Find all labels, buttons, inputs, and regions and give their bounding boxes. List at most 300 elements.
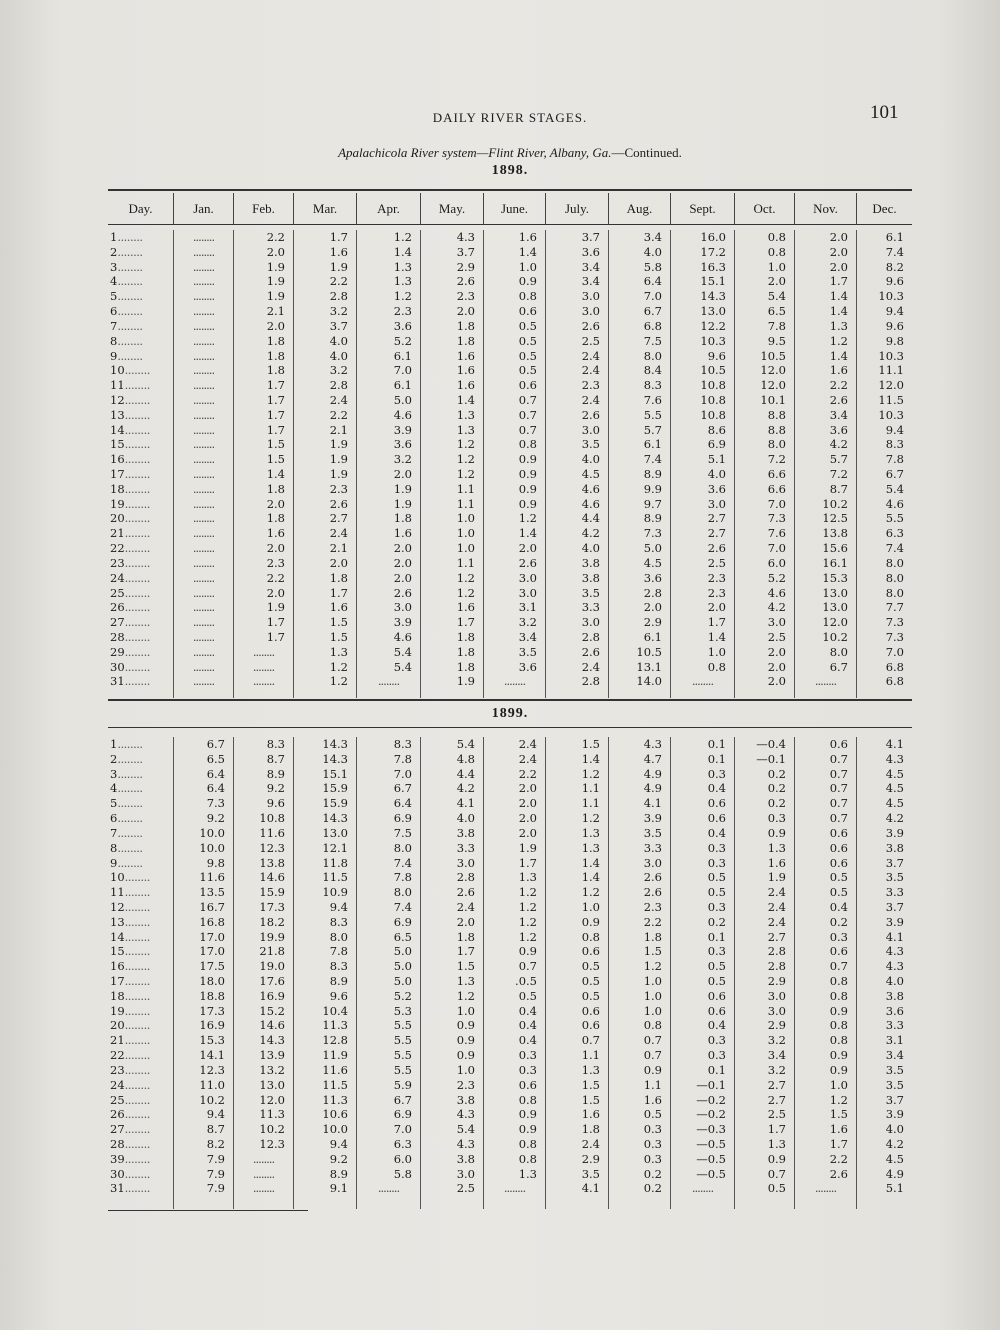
stage-value: 0.8 xyxy=(829,974,848,988)
stage-value: 8.3 xyxy=(329,959,348,974)
stage-value: 0.8 xyxy=(767,244,786,259)
stage-value: 2.0 xyxy=(829,230,848,244)
stage-value: 13.0 xyxy=(700,304,726,319)
blank-cell: ........ xyxy=(192,644,215,659)
stage-value: 2.3 xyxy=(456,1077,475,1092)
dot-leader: ........ xyxy=(124,988,150,1003)
day-cell xyxy=(108,363,173,378)
stage-value: 17.3 xyxy=(199,1003,225,1018)
stage-value: 2.1 xyxy=(329,422,348,437)
stage-value: 3.0 xyxy=(643,855,662,870)
stage-value: 0.6 xyxy=(581,1003,600,1018)
stage-value: 0.8 xyxy=(643,1018,662,1033)
stage-value: 2.9 xyxy=(456,259,475,274)
stage-value: 5.4 xyxy=(456,1122,475,1137)
stage-value: 15.9 xyxy=(322,796,348,811)
stage-value: 1.2 xyxy=(329,659,348,674)
stage-value: 0.2 xyxy=(643,1166,662,1181)
day-number: 13 xyxy=(110,914,125,929)
stage-value: 7.4 xyxy=(393,855,412,870)
stage-value: 0.4 xyxy=(707,825,726,840)
stage-value: 1.5 xyxy=(643,944,662,959)
stage-value: 0.9 xyxy=(643,1062,662,1077)
day-number: 8 xyxy=(110,333,118,348)
stage-value: 2.0 xyxy=(829,244,848,259)
stage-value: 3.8 xyxy=(456,825,475,840)
day-number: 12 xyxy=(110,899,125,914)
dot-leader: ........ xyxy=(124,1181,150,1196)
stage-value: 8.9 xyxy=(643,511,662,526)
blank-cell: ........ xyxy=(192,392,215,407)
stage-value: 10.0 xyxy=(199,825,225,840)
stage-value: 2.6 xyxy=(456,274,475,289)
day-number: 7 xyxy=(110,318,118,333)
stage-value: 3.0 xyxy=(707,496,726,511)
day-number: 14 xyxy=(110,422,125,437)
dot-leader: ........ xyxy=(124,659,150,674)
stage-value: 1.6 xyxy=(329,600,348,615)
stage-value: 8.8 xyxy=(767,422,786,437)
stage-value: 1.2 xyxy=(581,885,600,900)
stage-value: 2.8 xyxy=(767,959,786,974)
stage-value: 18.8 xyxy=(199,988,225,1003)
stage-value: 1.3 xyxy=(329,644,348,659)
day-cell xyxy=(108,1122,173,1137)
stage-value: 1.4 xyxy=(829,304,848,319)
dot-leader: ........ xyxy=(124,629,150,644)
blank-cell: ........ xyxy=(192,674,215,689)
dot-leader: ........ xyxy=(124,600,150,615)
stage-value: 0.2 xyxy=(767,796,786,811)
stage-value: 6.9 xyxy=(707,437,726,452)
stage-value: 1.2 xyxy=(518,929,537,944)
stage-value: 7.0 xyxy=(643,289,662,304)
day-cell xyxy=(108,334,173,349)
stage-value: 4.1 xyxy=(885,737,904,751)
stage-value: 14.0 xyxy=(636,674,662,689)
month-column-jun xyxy=(484,230,546,698)
day-cell xyxy=(108,856,173,871)
stage-value: 5.4 xyxy=(767,289,786,304)
stage-value: 2.1 xyxy=(266,304,285,319)
stage-value: 3.2 xyxy=(329,304,348,319)
stage-value: 3.3 xyxy=(643,840,662,855)
stage-value: 7.6 xyxy=(643,392,662,407)
stage-value: 3.0 xyxy=(581,304,600,319)
stage-value: 4.0 xyxy=(643,244,662,259)
dot-leader: ........ xyxy=(124,944,150,959)
stage-value: 0.6 xyxy=(707,1003,726,1018)
blank-cell: ........ xyxy=(691,1181,714,1196)
stage-value: 1.6 xyxy=(829,363,848,378)
day-cell xyxy=(108,319,173,334)
stage-value: 4.3 xyxy=(885,944,904,959)
stage-value: 3.2 xyxy=(393,452,412,467)
stage-value: 4.2 xyxy=(456,781,475,796)
stage-value: 12.0 xyxy=(878,378,904,393)
month-column-sep xyxy=(671,737,735,1209)
stage-value: 2.0 xyxy=(767,644,786,659)
stage-value: 0.9 xyxy=(518,274,537,289)
stage-value: 4.5 xyxy=(885,781,904,796)
stage-value: 16.3 xyxy=(700,259,726,274)
day-number: 1 xyxy=(110,230,118,244)
stage-value: 3.9 xyxy=(885,1107,904,1122)
stage-value: 0.7 xyxy=(767,1166,786,1181)
stage-value: 1.6 xyxy=(518,230,537,244)
stage-value: 5.4 xyxy=(393,659,412,674)
stage-value: 1.2 xyxy=(581,811,600,826)
dot-leader: ........ xyxy=(124,1122,150,1137)
stage-value: 9.6 xyxy=(329,988,348,1003)
day-number: 18 xyxy=(110,988,125,1003)
stage-value: 1.7 xyxy=(266,407,285,422)
stage-value: 1.6 xyxy=(456,378,475,393)
stage-value: 2.3 xyxy=(329,481,348,496)
stage-value: 6.7 xyxy=(643,304,662,319)
blank-cell: ........ xyxy=(252,674,275,689)
day-number: 26 xyxy=(110,1107,125,1122)
stage-value: 8.0 xyxy=(885,585,904,600)
stage-value: 4.3 xyxy=(456,230,475,244)
stage-value: 14.3 xyxy=(322,737,348,751)
blank-cell: ........ xyxy=(192,585,215,600)
day-cell xyxy=(108,1107,173,1122)
stage-value: 1.8 xyxy=(266,333,285,348)
stage-value: 0.5 xyxy=(767,1181,786,1196)
stage-value: 3.4 xyxy=(829,407,848,422)
stage-value: 2.0 xyxy=(329,555,348,570)
day-number: 22 xyxy=(110,541,125,556)
stage-value: 2.0 xyxy=(266,585,285,600)
stage-value: 7.3 xyxy=(206,796,225,811)
stage-value: 0.4 xyxy=(518,1003,537,1018)
stage-value: 1.4 xyxy=(829,348,848,363)
stage-value: 4.4 xyxy=(456,766,475,781)
stage-value: 1.9 xyxy=(329,437,348,452)
stage-value: 2.3 xyxy=(456,289,475,304)
stage-value: 3.5 xyxy=(581,437,600,452)
stage-value: 5.8 xyxy=(643,259,662,274)
day-cell xyxy=(108,289,173,304)
stage-value: 2.2 xyxy=(329,407,348,422)
month-column-nov xyxy=(795,230,857,698)
stage-value: 1.3 xyxy=(456,974,475,988)
stage-value: 8.3 xyxy=(266,737,285,751)
dot-leader: ........ xyxy=(124,422,150,437)
stage-value: 2.0 xyxy=(829,259,848,274)
stage-value: 1.2 xyxy=(518,914,537,929)
dot-leader: ........ xyxy=(124,570,150,585)
stage-value: 2.4 xyxy=(518,737,537,751)
stage-value: 0.6 xyxy=(829,855,848,870)
stage-value: 3.0 xyxy=(767,615,786,630)
day-cell xyxy=(108,615,173,630)
stage-value: 1.0 xyxy=(643,974,662,988)
stage-value: 1.7 xyxy=(266,615,285,630)
bottom-rule xyxy=(108,1210,308,1211)
stage-value: 1.0 xyxy=(456,511,475,526)
stage-value: 8.3 xyxy=(885,437,904,452)
stage-value: 2.0 xyxy=(393,555,412,570)
blank-cell: ........ xyxy=(377,674,400,689)
blank-cell: ........ xyxy=(192,244,215,259)
stage-value: 5.7 xyxy=(829,452,848,467)
stage-value: 3.8 xyxy=(581,555,600,570)
day-cell xyxy=(108,482,173,497)
stage-value: 1.3 xyxy=(581,840,600,855)
stage-value: 0.6 xyxy=(707,811,726,826)
header-rule xyxy=(108,224,912,225)
stage-value: 0.3 xyxy=(643,1122,662,1137)
blank-cell: ........ xyxy=(814,674,837,689)
dot-leader: ........ xyxy=(124,452,150,467)
day-number: 10 xyxy=(110,870,125,885)
month-column-jan xyxy=(174,230,234,698)
stage-value: 6.5 xyxy=(206,751,225,766)
stage-value: 2.6 xyxy=(329,496,348,511)
stage-value: 3.6 xyxy=(518,659,537,674)
stage-value: —0.5 xyxy=(696,1136,726,1151)
stage-value: 1.9 xyxy=(266,600,285,615)
stage-value: 2.9 xyxy=(767,974,786,988)
dot-leader: ........ xyxy=(124,467,150,481)
column-header: June. xyxy=(484,193,546,224)
day-cell xyxy=(108,393,173,408)
stage-value: 5.1 xyxy=(707,452,726,467)
dot-leader: ........ xyxy=(117,855,143,870)
stage-value: 2.0 xyxy=(518,796,537,811)
stage-value: 10.0 xyxy=(199,840,225,855)
stage-value: 8.0 xyxy=(829,644,848,659)
dot-leader: ........ xyxy=(124,526,150,541)
stage-value: 12.3 xyxy=(199,1062,225,1077)
stage-value: 4.3 xyxy=(885,959,904,974)
column-header: Feb. xyxy=(234,193,294,224)
stage-value: 4.3 xyxy=(643,737,662,751)
stage-value: 2.4 xyxy=(581,363,600,378)
stage-value: 2.7 xyxy=(767,1077,786,1092)
day-cell xyxy=(108,526,173,541)
stage-value: 6.5 xyxy=(767,304,786,319)
stage-value: 3.8 xyxy=(456,1092,475,1107)
stage-value: 6.4 xyxy=(393,796,412,811)
stage-value: 12.5 xyxy=(822,511,848,526)
mid-rule-2 xyxy=(108,727,912,728)
stage-value: 6.1 xyxy=(643,629,662,644)
stage-value: 2.2 xyxy=(829,1151,848,1166)
stage-value: 1.2 xyxy=(829,1092,848,1107)
dot-leader: ........ xyxy=(117,751,143,766)
mid-rule xyxy=(108,699,912,701)
stage-value: 3.3 xyxy=(456,840,475,855)
stage-value: 0.6 xyxy=(581,944,600,959)
stage-value: 0.8 xyxy=(518,1136,537,1151)
stage-value: 1.5 xyxy=(266,452,285,467)
stage-value: 4.4 xyxy=(581,511,600,526)
stage-value: 0.7 xyxy=(829,781,848,796)
dot-leader: ........ xyxy=(124,555,150,570)
day-number: 28 xyxy=(110,629,125,644)
day-number: 17 xyxy=(110,974,125,988)
stage-value: 12.0 xyxy=(259,1092,285,1107)
stage-value: 1.2 xyxy=(393,289,412,304)
stage-value: 1.8 xyxy=(266,348,285,363)
day-cell xyxy=(108,1078,173,1093)
stage-value: 0.9 xyxy=(518,1122,537,1137)
stage-value: 7.8 xyxy=(393,870,412,885)
dot-leader: ........ xyxy=(124,1018,150,1033)
dot-leader: ........ xyxy=(124,1166,150,1181)
stage-value: 13.8 xyxy=(259,855,285,870)
stage-value: 4.0 xyxy=(707,467,726,481)
stage-value: 3.0 xyxy=(518,570,537,585)
day-cell xyxy=(108,1093,173,1108)
stage-value: 0.5 xyxy=(707,959,726,974)
column-header: Apr. xyxy=(357,193,421,224)
dot-leader: ........ xyxy=(124,885,150,900)
stage-value: 4.1 xyxy=(643,796,662,811)
stage-value: 0.8 xyxy=(829,1018,848,1033)
day-cell xyxy=(108,1048,173,1063)
blank-cell: ........ xyxy=(192,452,215,467)
stage-value: 3.2 xyxy=(767,1033,786,1048)
subtitle-roman: —Continued. xyxy=(611,145,682,160)
stage-value: 18.0 xyxy=(199,974,225,988)
stage-value: 4.2 xyxy=(829,437,848,452)
stage-value: 5.2 xyxy=(393,333,412,348)
dot-leader: ........ xyxy=(124,1048,150,1063)
stage-value: 2.8 xyxy=(581,629,600,644)
stage-value: —0.5 xyxy=(696,1151,726,1166)
stage-value: 6.1 xyxy=(393,348,412,363)
stage-value: 3.0 xyxy=(456,855,475,870)
day-cell xyxy=(108,811,173,826)
stage-value: 14.6 xyxy=(259,1018,285,1033)
stage-value: 10.8 xyxy=(259,811,285,826)
day-number: 20 xyxy=(110,1018,125,1033)
stage-value: 15.1 xyxy=(322,766,348,781)
stage-value: 5.4 xyxy=(456,737,475,751)
dot-leader: ........ xyxy=(117,825,143,840)
stage-value: 6.8 xyxy=(885,674,904,689)
stage-value: 6.7 xyxy=(393,781,412,796)
stage-value: 4.0 xyxy=(456,811,475,826)
stage-value: 3.6 xyxy=(393,318,412,333)
stage-value: 1.3 xyxy=(581,825,600,840)
stage-value: 3.1 xyxy=(518,600,537,615)
day-cell xyxy=(108,1181,173,1196)
stage-value: 4.0 xyxy=(329,333,348,348)
column-header-row xyxy=(108,193,912,224)
day-number: 30 xyxy=(110,659,125,674)
stage-value: 11.8 xyxy=(322,855,348,870)
dot-leader: ........ xyxy=(117,766,143,781)
day-number: 19 xyxy=(110,496,125,511)
day-cell xyxy=(108,349,173,364)
stage-value: .0.5 xyxy=(515,974,537,988)
day-cell xyxy=(108,1152,173,1167)
day-cell xyxy=(108,541,173,556)
stage-value: 8.0 xyxy=(329,929,348,944)
stage-value: 12.3 xyxy=(259,840,285,855)
stage-value: 0.2 xyxy=(829,914,848,929)
dot-leader: ........ xyxy=(117,737,143,751)
day-cell xyxy=(108,870,173,885)
stage-value: 2.3 xyxy=(581,378,600,393)
stage-value: 7.5 xyxy=(643,333,662,348)
stage-value: 10.8 xyxy=(700,378,726,393)
stage-value: 1.1 xyxy=(456,555,475,570)
stage-value: 3.2 xyxy=(518,615,537,630)
stage-value: 1.2 xyxy=(518,899,537,914)
dot-leader: ........ xyxy=(124,1003,150,1018)
stage-value: 21.8 xyxy=(259,944,285,959)
stage-value: 5.0 xyxy=(393,392,412,407)
day-number: 17 xyxy=(110,467,125,481)
stage-value: 12.0 xyxy=(822,615,848,630)
stage-value: 1.5 xyxy=(266,437,285,452)
day-column xyxy=(108,737,174,1209)
stage-value: 7.8 xyxy=(767,318,786,333)
stage-value: 1.1 xyxy=(581,1048,600,1063)
stage-value: 0.1 xyxy=(707,737,726,751)
stage-value: 0.8 xyxy=(829,988,848,1003)
stage-value: 1.6 xyxy=(456,348,475,363)
stage-value: 17.6 xyxy=(259,974,285,988)
stage-value: 0.8 xyxy=(518,1151,537,1166)
stage-value: 0.4 xyxy=(707,781,726,796)
stage-value: 7.3 xyxy=(767,511,786,526)
column-header: Nov. xyxy=(795,193,857,224)
day-number: 25 xyxy=(110,585,125,600)
stage-value: 0.6 xyxy=(518,378,537,393)
stage-value: 5.4 xyxy=(393,644,412,659)
stage-value: 12.0 xyxy=(760,378,786,393)
stage-value: 6.9 xyxy=(393,811,412,826)
stage-value: 3.0 xyxy=(581,422,600,437)
dot-leader: ........ xyxy=(117,289,143,304)
stage-value: 0.5 xyxy=(518,988,537,1003)
stage-value: 5.8 xyxy=(393,1166,412,1181)
stage-value: 1.3 xyxy=(581,1062,600,1077)
stage-value: 8.3 xyxy=(329,914,348,929)
day-number: 6 xyxy=(110,304,118,319)
stage-value: 4.5 xyxy=(885,1151,904,1166)
stage-value: 1.8 xyxy=(456,644,475,659)
stage-value: 0.1 xyxy=(707,929,726,944)
stage-value: 14.6 xyxy=(259,870,285,885)
stage-value: 0.9 xyxy=(518,944,537,959)
stage-value: 5.5 xyxy=(393,1048,412,1063)
stage-value: 1.5 xyxy=(829,1107,848,1122)
dot-leader: ........ xyxy=(117,811,143,826)
stage-value: 1.0 xyxy=(456,541,475,556)
stage-value: 15.3 xyxy=(822,570,848,585)
day-cell xyxy=(108,378,173,393)
blank-cell: ........ xyxy=(192,289,215,304)
stage-value: 6.1 xyxy=(393,378,412,393)
stage-value: 13.1 xyxy=(636,659,662,674)
day-number: 1 xyxy=(110,737,118,751)
stage-value: 1.3 xyxy=(829,318,848,333)
stage-value: 3.6 xyxy=(829,422,848,437)
stage-value: 16.9 xyxy=(259,988,285,1003)
day-cell xyxy=(108,408,173,423)
day-cell xyxy=(108,467,173,482)
stage-value: 4.8 xyxy=(456,751,475,766)
day-number: 15 xyxy=(110,437,125,452)
